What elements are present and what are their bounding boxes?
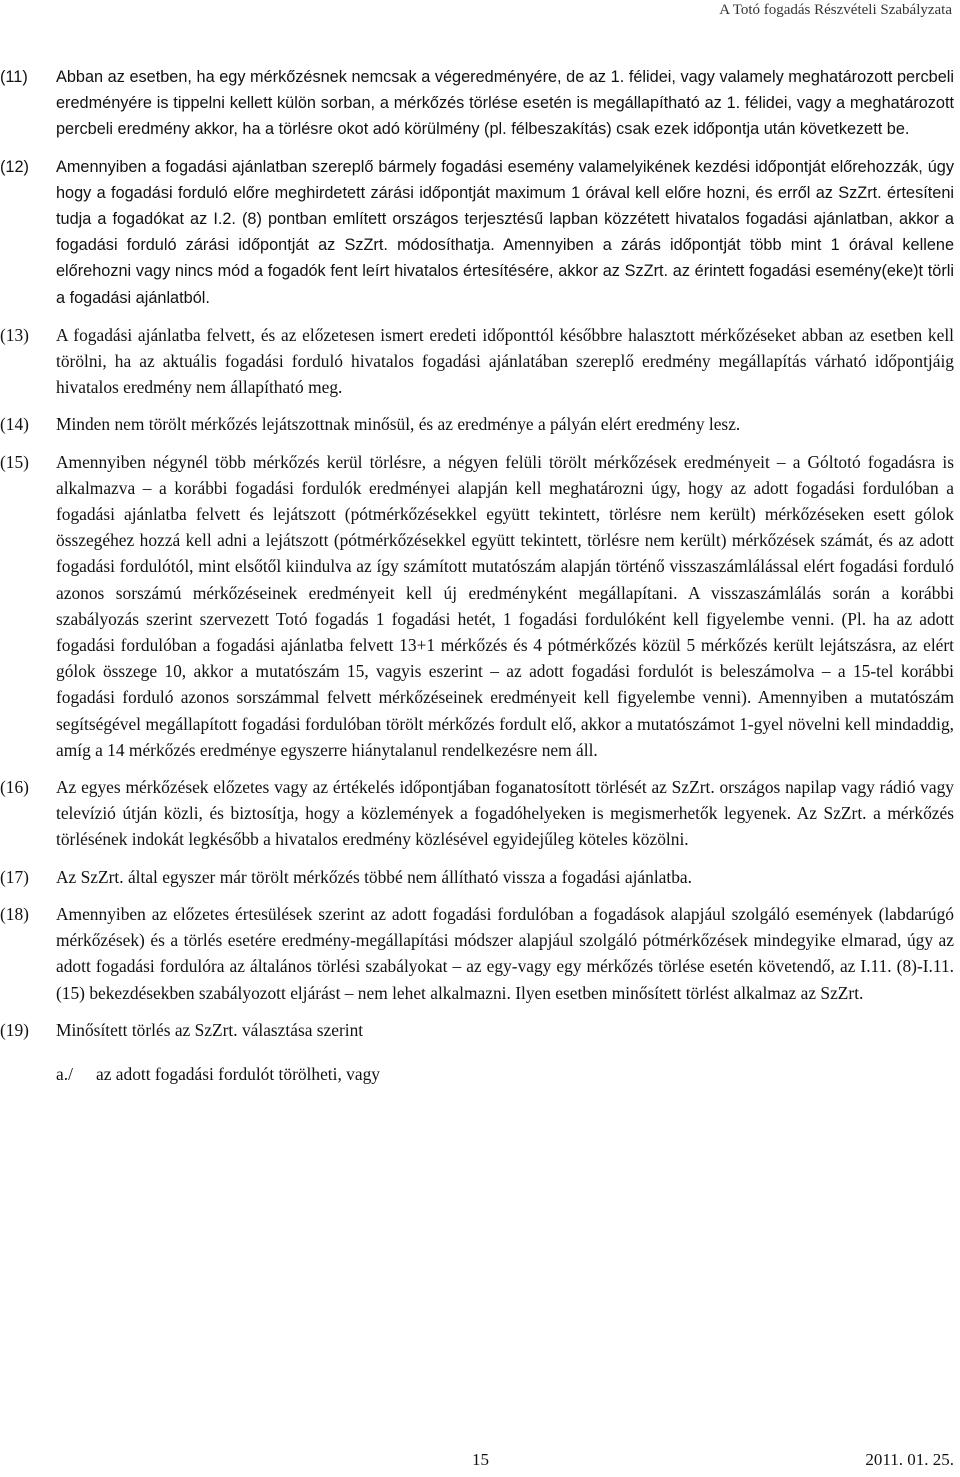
paragraph-16 xyxy=(0,774,958,853)
paragraph-number: (16) xyxy=(0,777,29,798)
paragraph-text: Abban az esetben, ha egy mérkőzésnek nemcsak a végeredményére, de az 1. félidei, vagy valamely meghatározott percbeli eredményére is tippelni kellett külön sorban, a mérkőzés törlése esetén is megállapítható az 1. félidei, vagy a meghatározott percbeli eredmény akkor, ha a törlésre okot adó körülmény (pl. félbeszakítás) csak ezek időpontja után következett be. xyxy=(56,68,954,139)
paragraph-15 xyxy=(0,449,958,763)
footer-date: 2011. 01. 25. xyxy=(865,1450,954,1469)
paragraph-text: Amennyiben négynél több mérkőzés kerül törlésre, a négyen felüli törölt mérkőzések eredményeit – a Góltotó fogadásra is alkalmazva – a korábbi fogadási fordulók eredményei alapján kell meghatározni úgy, hogy az adott fogadási fordulóban a fogadási ajánlatba felvett és lejátszott (pótmérkőzésekkel együtt tekintett, törlésre nem került) mérkőzéseken esett gólok összegéhez hozzá kell adni a lejátszott (pótmérkőzésekkel együtt tekintett, törlésre nem került) mérkőzések számát, és az adott fogadási fordulótól, mint elsőtől kiindulva az így számított mutatószám alapján történő visszaszámlálással elért fogadási forduló azonos sorszámú mérkőzéseinek eredményeit kell új eredményként megállapítani. A visszaszámlálás során a korábbi szabályozás szerint szervezett Totó fogadás 1 fogadási hetét, 1 fogadási fordulóként kell figyelembe venni. (Pl. ha az adott fogadási fordulóban a fogadási ajánlatba felvett 13+1 mérkőzés és 4 pótmérkőzés közül 5 mérkőzés került lejátszásra, az elért gólok összege 10, akkor a mutatószám 15, vagyis eszerint – az adott fogadási fordulót is beleszámolva – a 15-tel korábbi fogadási forduló azonos sorszámmal felvett mérkőzéseinek eredményeit kell figyelembe venni). Amennyiben a mutatószám segítségével megállapított fogadási fordulóban törölt mérkőzés fordult elő, akkor a mutatószámot 1-gyel növelni kell mindaddig, amíg a 14 mérkőzés eredménye egyszerre hiánytalanul rendelkezésre nem áll. xyxy=(56,451,954,760)
paragraph-text: Amennyiben az előzetes értesülések szerint az adott fogadási fordulóban a fogadások alapjául szolgáló események (labdarúgó mérkőzések) és a törlés esetére eredmény-megállapítási módszer alapjául szolgáló pótmérkőzések mindegyike elmarad, úgy az adott fogadási fordulóra az általános törlési szabályokat – az egy-vagy egy mérkőzés törlése esetén követendő, az I.11. (8)-I.11. (15) bekezdésekben szabályozott eljárást – nem lehet alkalmazni. Ilyen esetben minősített törlést alkalmaz az SzZrt. xyxy=(56,903,954,1003)
sub-item-text: az adott fogadási fordulót törölheti, vagy xyxy=(96,1063,380,1084)
paragraph-number: (15) xyxy=(0,451,29,472)
document-body xyxy=(0,64,958,1087)
paragraph-number: (13) xyxy=(0,324,29,345)
paragraph-text: Amennyiben a fogadási ajánlatban szereplő bármely fogadási esemény valamelyikének kezdési időpontját előrehozzák, úgy hogy a fogadási forduló előre meghirdetett zárási időpontját maximum 1 órával kell előre hozni, és erről az SzZrt. értesíteni tudja a fogadókat az I.2. (8) pontban említett országos terjesztésű lapban közzétett hivatalos fogadási ajánlatban, akkor a fogadási forduló zárási időpontját az SzZrt. módosíthatja. Amennyiben a zárás időpontját több mint 1 órával kellene előrehozni vagy nincs mód a fogadók fent leírt hivatalos értesítésére, akkor az SzZrt. az érintett fogadási esemény(eke)t törli a fogadási ajánlatból. xyxy=(56,157,954,307)
paragraph-text: Minősített törlés az SzZrt. választása szerint xyxy=(56,1019,364,1040)
paragraph-17 xyxy=(0,864,958,890)
paragraph-number: (12) xyxy=(0,157,29,176)
paragraph-text: Az SzZrt. által egyszer már törölt mérkőzés többé nem állítható vissza a fogadási ajánlatba. xyxy=(56,866,692,887)
paragraph-text: Az egyes mérkőzések előzetes vagy az értékelés időpontjában foganatosított törlését az SzZrt. országos napilap vagy rádió vagy televízió útján közli, és biztosítja, hogy a közlemények a fogadóhelyeken is megismerhetők legyenek. Az SzZrt. a mérkőzés törlésének indokát legkésőbb a hivatalos eredmény közlésével egyidejűleg köteles közölni. xyxy=(56,777,954,850)
paragraph-number: (11) xyxy=(0,68,28,86)
paragraph-18 xyxy=(0,901,958,1006)
paragraph-number: (19) xyxy=(0,1019,29,1040)
running-header: A Totó fogadás Részvételi Szabályzata xyxy=(719,2,952,18)
paragraph-11 xyxy=(0,64,958,143)
paragraph-number: (14) xyxy=(0,414,29,435)
paragraph-number: (18) xyxy=(0,903,29,924)
paragraph-number: (17) xyxy=(0,866,29,887)
paragraph-13 xyxy=(0,322,958,401)
paragraph-19 xyxy=(0,1017,958,1043)
paragraph-text: Minden nem törölt mérkőzés lejátszottnak minősül, és az eredménye a pályán elért eredmény lesz. xyxy=(56,414,741,435)
paragraph-14 xyxy=(0,411,958,437)
paragraph-12 xyxy=(0,154,958,311)
page-number: 15 xyxy=(472,1450,489,1469)
sub-item-a xyxy=(56,1061,958,1087)
paragraph-text: A fogadási ajánlatba felvett, és az előzetesen ismert eredeti időponttól későbbre halasztott mérkőzéseket abban az esetben kell törölni, ha az aktuális fogadási forduló hivatalos fogadási ajánlatában szereplő eredmény megállapítás várható időpontjáig hivatalos eredmény nem állapítható meg. xyxy=(56,324,954,398)
sub-item-label: a./ xyxy=(56,1063,73,1084)
